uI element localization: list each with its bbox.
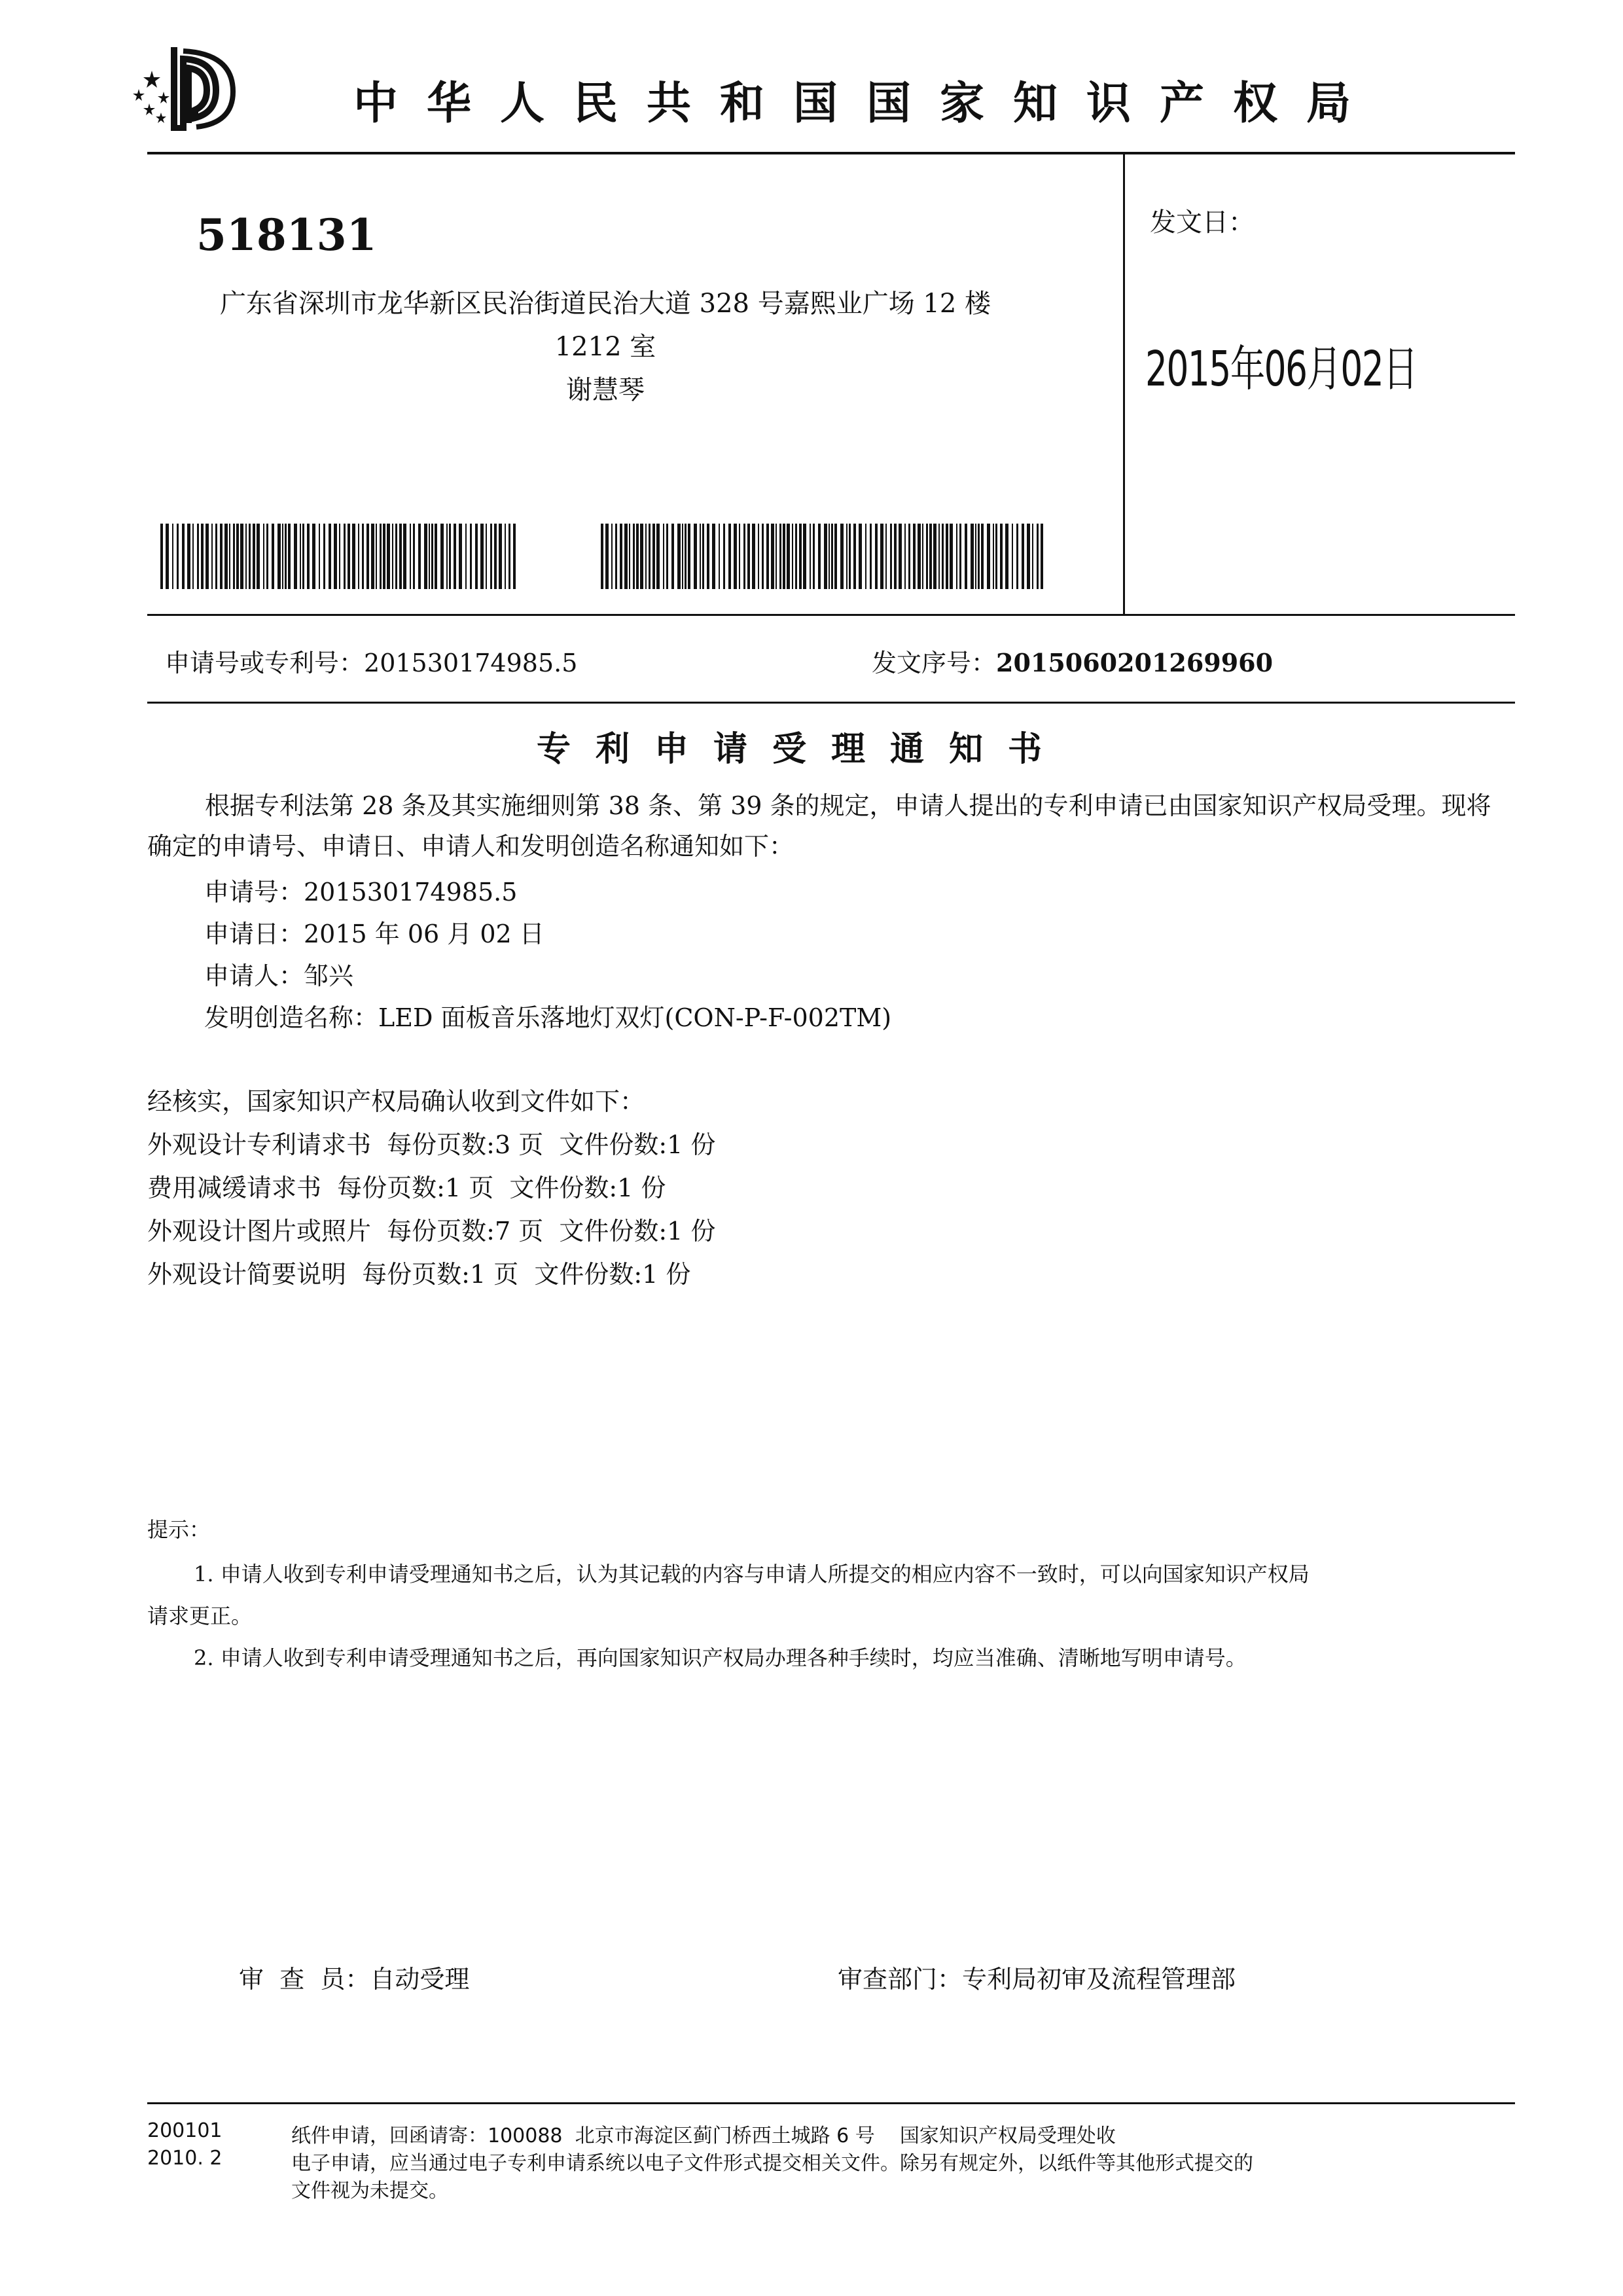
barcode-bar bbox=[224, 524, 228, 589]
barcode-bar bbox=[652, 524, 655, 589]
barcode-bar bbox=[236, 524, 239, 589]
barcode-bar bbox=[1012, 524, 1013, 589]
barcode-bar bbox=[211, 524, 213, 589]
barcode-bar bbox=[160, 524, 163, 589]
barcode-bar bbox=[885, 524, 887, 589]
footer-electronic-filing: 电子申请，应当通过电子专利申请系统以电子文件形式提交相关文件。除另有规定外，以纸件等其他形式提交的 bbox=[291, 2152, 1253, 2175]
barcode-bar bbox=[513, 524, 516, 589]
barcode-bar bbox=[220, 524, 223, 589]
barcode-bar bbox=[494, 524, 497, 589]
barcode-bar bbox=[418, 524, 421, 589]
barcode-bar bbox=[908, 524, 910, 589]
barcode-bar bbox=[1022, 524, 1024, 589]
barcode-bar bbox=[707, 524, 709, 589]
barcode-bar bbox=[779, 524, 781, 589]
application-number: 201530174985.5 bbox=[364, 649, 578, 677]
header-bottom-rule bbox=[147, 614, 1515, 616]
barcode-bar bbox=[403, 524, 406, 589]
barcode-bar bbox=[233, 524, 235, 589]
barcode-bar bbox=[890, 524, 892, 589]
barcode-bar bbox=[182, 524, 185, 589]
barcode-bar bbox=[245, 524, 247, 589]
barcode-bar bbox=[636, 524, 639, 589]
barcode-bar bbox=[913, 524, 916, 589]
barcode-bar bbox=[172, 524, 173, 589]
examining-department: 审查部门：专利局初审及流程管理部 bbox=[838, 1965, 1236, 1994]
barcode-bar bbox=[758, 524, 759, 589]
barcode-bar bbox=[922, 524, 923, 589]
barcode-bar bbox=[712, 524, 715, 589]
barcode-bar bbox=[440, 524, 444, 589]
barcode-bar bbox=[640, 524, 643, 589]
barcode-bar bbox=[197, 524, 199, 589]
barcode-bar bbox=[362, 524, 364, 589]
barcode-bar bbox=[387, 524, 390, 589]
barcode-bar bbox=[366, 524, 369, 589]
barcode-bar bbox=[918, 524, 921, 589]
barcode-bar bbox=[787, 524, 790, 589]
barcode-bar bbox=[229, 524, 230, 589]
examiner: 审 查 员：自动受理 bbox=[239, 1965, 470, 1994]
barcode-bar bbox=[739, 524, 740, 589]
barcode-bar bbox=[933, 524, 936, 589]
barcode-bar bbox=[1027, 524, 1030, 589]
barcode-bar bbox=[177, 524, 179, 589]
barcode-bar bbox=[201, 524, 204, 589]
footer-code-2: 2010. 2 bbox=[147, 2147, 223, 2170]
footer-code-1: 200101 bbox=[147, 2119, 223, 2142]
header-divider bbox=[1123, 152, 1125, 615]
recipient-address-line2: 1212 室 bbox=[554, 332, 656, 362]
barcode-bar bbox=[771, 524, 774, 589]
barcode-bar bbox=[323, 524, 325, 589]
barcode-bar bbox=[846, 524, 847, 589]
barcode-bar bbox=[475, 524, 478, 589]
barcode-bar bbox=[601, 524, 603, 589]
notice-paragraph: 根据专利法第 28 条及其实施细则第 38 条、第 39 条的规定，申请人提出的专利申请已由国家知识产权局受理。现将确定的申请号、申请日、申请人和发明创造名称通知如下： bbox=[147, 791, 1491, 861]
barcode-bar bbox=[319, 524, 320, 589]
barcode-bar bbox=[446, 524, 448, 589]
barcode-bar bbox=[307, 524, 310, 589]
barcode-bar bbox=[470, 524, 472, 589]
barcode-bar bbox=[971, 524, 974, 589]
document-item: 外观设计简要说明 每份页数:1 页 文件份数:1 份 bbox=[147, 1260, 691, 1289]
barcode-bar bbox=[734, 524, 737, 589]
agency-title: 中华人民共和国国家知识产权局 bbox=[353, 78, 1380, 130]
barcode-bar bbox=[294, 524, 297, 589]
barcode-bar bbox=[1000, 524, 1003, 589]
barcode-bar bbox=[743, 524, 745, 589]
barcode-bar bbox=[688, 524, 690, 589]
barcode-bar bbox=[950, 524, 953, 589]
barcode-bar bbox=[352, 524, 355, 589]
barcode-bar bbox=[1016, 524, 1018, 589]
barcode-bar bbox=[263, 524, 264, 589]
issue-date-label: 发文日： bbox=[1150, 207, 1255, 238]
serial-number-row bbox=[872, 643, 1273, 679]
barcode-bar bbox=[187, 524, 190, 589]
barcode-bar bbox=[429, 524, 430, 589]
barcode-bar bbox=[959, 524, 961, 589]
barcode-bar bbox=[671, 524, 674, 589]
field-application-no: 申请号：201530174985.5 bbox=[204, 878, 518, 906]
tip-1-line-1: 1. 申请人收到专利申请受理通知书之后，认为其记载的内容与申请人所提交的相应内容不一致时，可以向国家知识产权局 bbox=[194, 1562, 1310, 1587]
barcode-bar bbox=[302, 524, 304, 589]
barcode-left bbox=[160, 524, 520, 589]
barcode-bar bbox=[859, 524, 862, 589]
barcode-bar bbox=[1005, 524, 1008, 589]
barcode-bar bbox=[666, 524, 668, 589]
barcode-bar bbox=[300, 524, 301, 589]
recipient-address-line1: 广东省深圳市龙华新区民治街道民治大道 328 号嘉熙业广场 12 楼 bbox=[219, 289, 991, 319]
barcode-bar bbox=[486, 524, 487, 589]
barcode-bar bbox=[834, 524, 837, 589]
barcode-bar bbox=[257, 524, 260, 589]
barcode-bar bbox=[499, 524, 502, 589]
barcode-bar bbox=[1032, 524, 1033, 589]
meta-bottom-rule bbox=[147, 702, 1515, 704]
barcode-bar bbox=[449, 524, 451, 589]
barcode-bar bbox=[685, 524, 687, 589]
barcode-bar bbox=[663, 524, 664, 589]
barcode-bar bbox=[649, 524, 651, 589]
issue-date: 2015年06月02日 bbox=[1145, 341, 1418, 397]
barcode-bar bbox=[978, 524, 980, 589]
barcode-bar bbox=[1041, 524, 1043, 589]
barcode-bar bbox=[383, 524, 385, 589]
barcode-bar bbox=[358, 524, 359, 589]
barcode-bar bbox=[762, 524, 764, 589]
barcode-bar bbox=[645, 524, 647, 589]
barcode-bar bbox=[702, 524, 704, 589]
barcode-bar bbox=[829, 524, 830, 589]
barcode-bar bbox=[795, 524, 797, 589]
barcode-bar bbox=[792, 524, 793, 589]
document-item: 费用减缓请求书 每份页数:1 页 文件份数:1 份 bbox=[147, 1174, 666, 1202]
barcode-bar bbox=[853, 524, 856, 589]
barcode-bar bbox=[810, 524, 811, 589]
barcode-bar bbox=[505, 524, 506, 589]
barcode-bar bbox=[880, 524, 883, 589]
barcode-bar bbox=[904, 524, 906, 589]
barcode-bar bbox=[615, 524, 617, 589]
barcode-bar bbox=[803, 524, 806, 589]
barcode-bar bbox=[240, 524, 243, 589]
barcode-bar bbox=[399, 524, 402, 589]
barcode-bar bbox=[285, 524, 287, 589]
barcode-bar bbox=[205, 524, 209, 589]
barcode-bar bbox=[465, 524, 467, 589]
barcode-bar bbox=[956, 524, 957, 589]
barcode-bar bbox=[965, 524, 967, 589]
barcode-bar bbox=[824, 524, 827, 589]
recipient-name: 谢慧琴 bbox=[566, 375, 645, 405]
document-title: 专利申请受理通知书 bbox=[537, 730, 1067, 769]
barcode-bar bbox=[818, 524, 821, 589]
barcode-bar bbox=[783, 524, 785, 589]
barcode-bar bbox=[508, 524, 510, 589]
barcode-bar bbox=[677, 524, 681, 589]
barcode-bar bbox=[253, 524, 255, 589]
barcode-bar bbox=[776, 524, 777, 589]
cnipa-logo-icon bbox=[118, 39, 242, 131]
barcode-bar bbox=[376, 524, 377, 589]
barcode-bar bbox=[813, 524, 815, 589]
barcode-bar bbox=[272, 524, 274, 589]
barcode-bar bbox=[288, 524, 291, 589]
barcode-bar bbox=[334, 524, 337, 589]
footer-paper-filing: 纸件申请，回函请寄：100088 北京市海淀区蓟门桥西土城路 6 号 国家知识产权局受理处收 bbox=[291, 2125, 1116, 2147]
barcode-bar bbox=[166, 524, 169, 589]
tips-heading: 提示： bbox=[147, 1517, 211, 1542]
barcode-bar bbox=[831, 524, 833, 589]
barcode-bar bbox=[987, 524, 990, 589]
barcode-bar bbox=[682, 524, 683, 589]
barcode-bar bbox=[929, 524, 932, 589]
field-applicant: 申请人：邹兴 bbox=[204, 961, 354, 990]
barcode-bar bbox=[282, 524, 283, 589]
barcode-bar bbox=[993, 524, 994, 589]
logo-graphic bbox=[118, 39, 242, 131]
barcode-bar bbox=[700, 524, 701, 589]
barcode-bar bbox=[799, 524, 802, 589]
barcode-bar bbox=[981, 524, 984, 589]
application-number-row bbox=[165, 643, 577, 679]
barcode-bar bbox=[454, 524, 456, 589]
barcode-bar bbox=[875, 524, 878, 589]
barcode-bar bbox=[410, 524, 411, 589]
barcode-bar bbox=[899, 524, 902, 589]
barcode-bar bbox=[277, 524, 281, 589]
barcode-bar bbox=[435, 524, 437, 589]
barcode-bar bbox=[995, 524, 997, 589]
barcode-bar bbox=[312, 524, 315, 589]
barcode-bar bbox=[413, 524, 415, 589]
barcode-bar bbox=[329, 524, 331, 589]
footer-electronic-filing-cont: 文件视为未提交。 bbox=[291, 2179, 448, 2202]
barcode-bar bbox=[620, 524, 622, 589]
footer-rule bbox=[147, 2102, 1515, 2104]
barcode-bar bbox=[392, 524, 393, 589]
barcode-bar bbox=[605, 524, 609, 589]
barcode-bar bbox=[747, 524, 750, 589]
barcode-bar bbox=[942, 524, 944, 589]
barcode-bar bbox=[849, 524, 851, 589]
barcode-bar bbox=[946, 524, 948, 589]
barcode-bar bbox=[728, 524, 731, 589]
barcode-bar bbox=[719, 524, 720, 589]
barcode-bar bbox=[380, 524, 382, 589]
serial-number-label: 发文序号： bbox=[872, 649, 997, 677]
barcode-bar bbox=[348, 524, 350, 589]
barcode-bar bbox=[249, 524, 251, 589]
barcode-bar bbox=[694, 524, 697, 589]
barcode-bar bbox=[766, 524, 769, 589]
serial-number: 2015060201269960 bbox=[996, 648, 1274, 677]
barcode-bar bbox=[459, 524, 462, 589]
barcode-bar bbox=[656, 524, 660, 589]
barcode-bar bbox=[926, 524, 928, 589]
barcode-bar bbox=[480, 524, 484, 589]
barcode-bar bbox=[938, 524, 940, 589]
barcode-bar bbox=[395, 524, 397, 589]
header-top-rule bbox=[147, 152, 1515, 154]
field-invention-name: 发明创造名称：LED 面板音乐落地灯双灯(CON-P-F-002TM) bbox=[204, 1003, 892, 1032]
barcode-bar bbox=[490, 524, 492, 589]
barcode-bar bbox=[192, 524, 194, 589]
tip-1-line-2: 请求更正。 bbox=[147, 1604, 253, 1628]
barcode-bar bbox=[215, 524, 217, 589]
field-application-date: 申请日：2015 年 06 月 02 日 bbox=[204, 920, 544, 948]
barcode-bar bbox=[431, 524, 433, 589]
barcode-bar bbox=[611, 524, 613, 589]
barcode-bar bbox=[1037, 524, 1039, 589]
barcode-bar bbox=[266, 524, 268, 589]
barcode-bar bbox=[633, 524, 635, 589]
postcode: 518131 bbox=[196, 209, 377, 260]
application-number-label: 申请号或专利号： bbox=[165, 649, 365, 677]
confirm-heading: 经核实，国家知识产权局确认收到文件如下： bbox=[147, 1087, 645, 1116]
barcode-bar bbox=[723, 524, 725, 589]
barcode-bar bbox=[371, 524, 374, 589]
barcode-bar bbox=[840, 524, 844, 589]
barcode-bar bbox=[870, 524, 872, 589]
barcode-bar bbox=[344, 524, 346, 589]
barcode-bar bbox=[339, 524, 340, 589]
barcode-bar bbox=[752, 524, 755, 589]
barcode-bar bbox=[629, 524, 630, 589]
barcode-right bbox=[601, 524, 1046, 589]
barcode-bar bbox=[894, 524, 897, 589]
barcode-bar bbox=[424, 524, 427, 589]
barcode-bar bbox=[624, 524, 628, 589]
tip-2: 2. 申请人收到专利申请受理通知书之后，再向国家知识产权局办理各种手续时，均应当准确、清晰地写明申请号。 bbox=[194, 1645, 1247, 1670]
document-item: 外观设计专利请求书 每份页数:3 页 文件份数:1 份 bbox=[147, 1130, 716, 1159]
barcode-bar bbox=[865, 524, 866, 589]
barcode-bar bbox=[975, 524, 976, 589]
document-item: 外观设计图片或照片 每份页数:7 页 文件份数:1 份 bbox=[147, 1217, 716, 1246]
